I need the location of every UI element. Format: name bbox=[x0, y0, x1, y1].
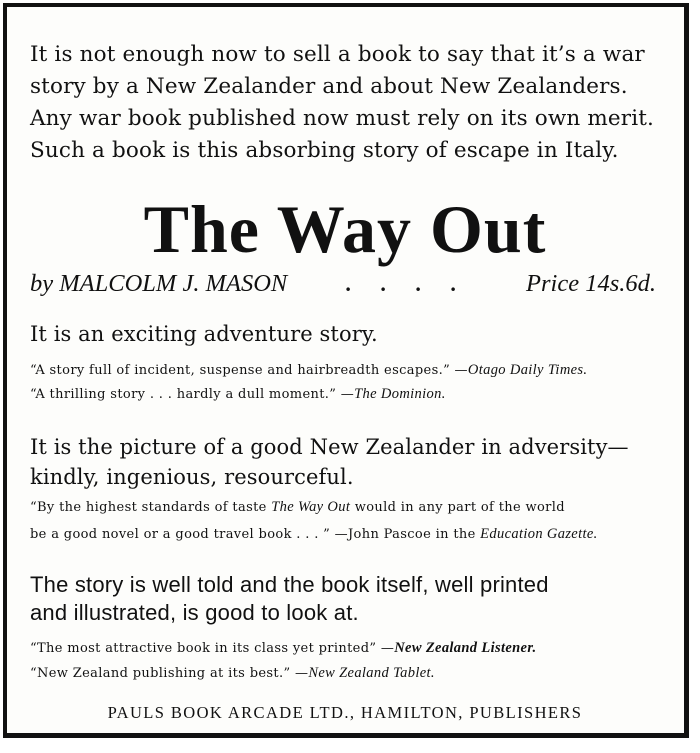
quote-text: “A thrilling story . . . hardly a dull moment.” — bbox=[30, 387, 355, 402]
quote-source: The Dominion. bbox=[354, 386, 446, 402]
section-heading-adventure bbox=[30, 319, 378, 349]
quote-source: Otago Daily Times. bbox=[467, 362, 588, 378]
heading-line: It is the picture of a good New Zealander in adversity— bbox=[30, 435, 629, 459]
intro-line: It is not enough now to sell a book to say that it’s a war bbox=[30, 42, 645, 67]
quote-text: “The most attractive book in its class yet printed” — bbox=[30, 641, 395, 656]
review-quote bbox=[30, 636, 537, 661]
quote-source: Education Gazette. bbox=[480, 526, 598, 542]
section-heading-character bbox=[30, 432, 629, 492]
review-quote bbox=[30, 522, 598, 547]
quote-text: would in any part of the world bbox=[350, 500, 565, 515]
review-quote bbox=[30, 661, 435, 686]
quote-book-title: The Way Out bbox=[271, 499, 351, 515]
book-title: The Way Out bbox=[143, 191, 547, 267]
intro-line: story by a New Zealander and about New Zealanders. bbox=[30, 74, 628, 99]
heading-line: The story is well told and the book itself, well printed bbox=[30, 572, 549, 597]
publisher-footer: PAULS BOOK ARCADE LTD., HAMILTON, PUBLISHERS bbox=[107, 703, 583, 722]
quote-text: be a good novel or a good travel book . . . ” —John Pascoe in the bbox=[30, 527, 481, 542]
heading-line: It is an exciting adventure story. bbox=[30, 322, 378, 346]
heading-line: kindly, ingenious, resourceful. bbox=[30, 465, 354, 489]
review-quote bbox=[30, 358, 587, 383]
quote-source: New Zealand Listener. bbox=[394, 640, 537, 656]
byline bbox=[30, 268, 656, 300]
review-quote bbox=[30, 382, 446, 407]
intro-line: Such a book is this absorbing story of escape in Italy. bbox=[30, 138, 619, 163]
section-heading-production bbox=[30, 571, 549, 627]
intro-line: Any war book published now must rely on its own merit. bbox=[30, 106, 655, 131]
heading-line: and illustrated, is good to look at. bbox=[30, 600, 359, 625]
quote-source: New Zealand Tablet. bbox=[308, 665, 435, 681]
review-quote bbox=[30, 495, 565, 520]
author-name: by MALCOLM J. MASON bbox=[30, 270, 288, 297]
quote-text: “New Zealand publishing at its best.” — bbox=[30, 666, 309, 681]
price: Price 14s.6d. bbox=[526, 270, 656, 297]
quote-text: “By the highest standards of taste bbox=[30, 500, 272, 515]
intro-paragraph bbox=[30, 39, 670, 167]
quote-text: “A story full of incident, suspense and hairbreadth escapes.” — bbox=[30, 363, 468, 378]
leader-dots: . . . . bbox=[345, 271, 468, 296]
